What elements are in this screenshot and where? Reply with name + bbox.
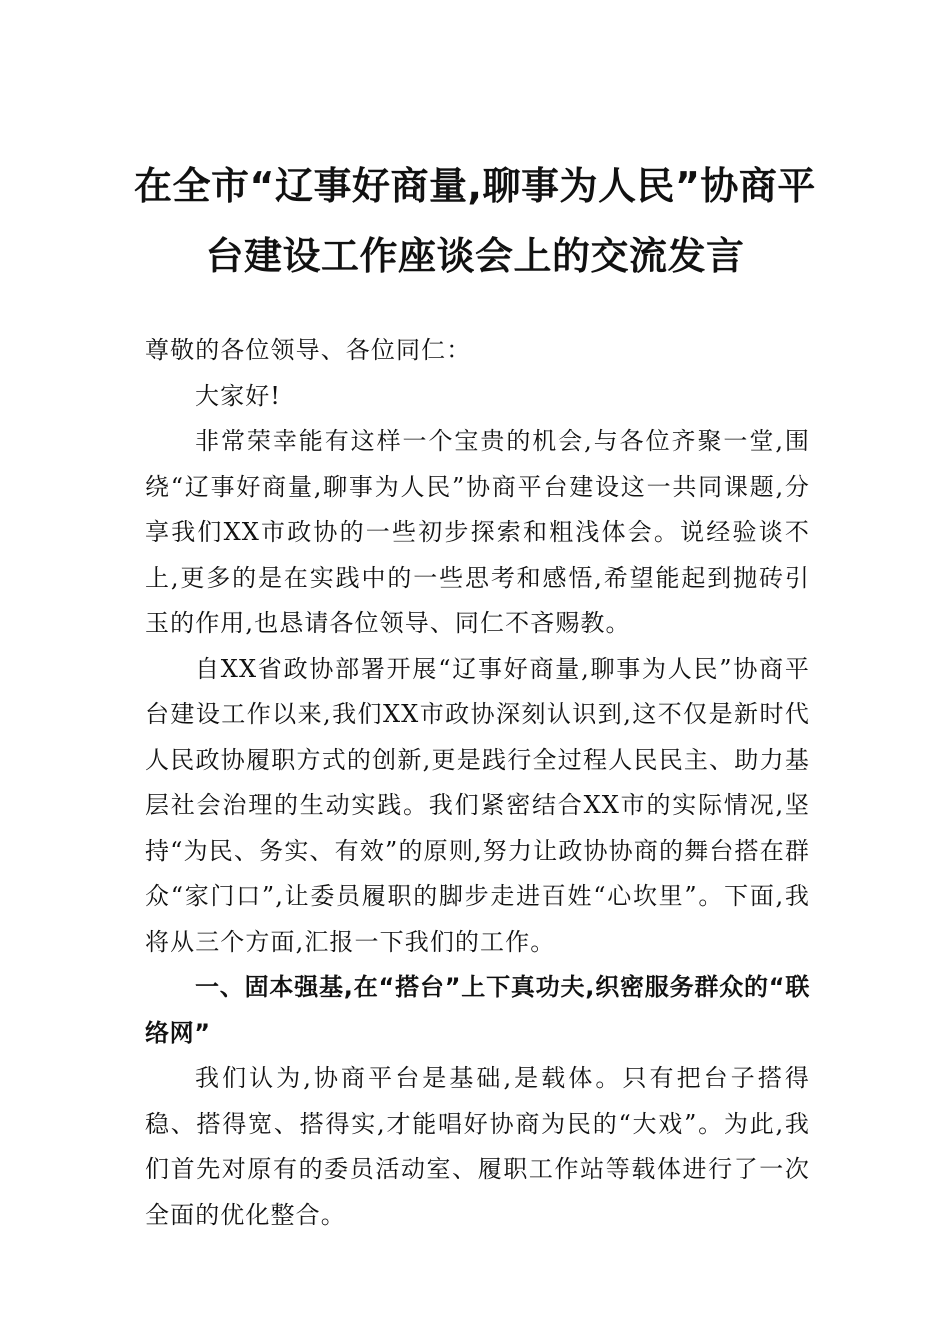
paragraph-intro: 非常荣幸能有这样一个宝贵的机会,与各位齐聚一堂,围绕“辽事好商量,聊事为人民”协商平台建设这一共同课题,分享我们XX市政协的一些初步探索和粗浅体会。说经验谈不上,更多的是在实践中的一些思考和感悟,希望能起到抛砖引玉的作用,也恳请各位领导、同仁不吝赐教。 — [145, 427, 810, 637]
salutation: 尊敬的各位领导、各位同仁： — [145, 336, 472, 364]
greeting: 大家好! — [195, 381, 282, 410]
document-body — [145, 328, 810, 1238]
paragraph-section-1: 我们认为,协商平台是基础,是载体。只有把台子搭得稳、搭得宽、搭得实,才能唱好协商为民的“大戏”。为此,我们首先对原有的委员活动室、履职工作站等载体进行了一次全面的优化整合。 — [145, 1064, 810, 1229]
document-title-line-1: 在全市“辽事好商量,聊事为人民”协商平 — [134, 164, 816, 208]
section-heading-1: 一、固本强基,在“搭台”上下真功夫,织密服务群众的“联络网” — [145, 973, 810, 1047]
document-title-line-2: 台建设工作座谈会上的交流发言 — [205, 234, 745, 278]
paragraph-background: 自XX省政协部署开展“辽事好商量,聊事为人民”协商平台建设工作以来,我们XX市政协深刻认识到,这不仅是新时代人民政协履职方式的创新,更是践行全过程人民民主、助力基层社会治理的生动实践。我们紧密结合XX市的实际情况,坚持“为民、务实、有效”的原则,努力让政协协商的舞台搭在群众“家门口”,让委员履职的脚步走进百姓“心坎里”。下面,我将从三个方面,汇报一下我们的工作。 — [145, 654, 810, 956]
